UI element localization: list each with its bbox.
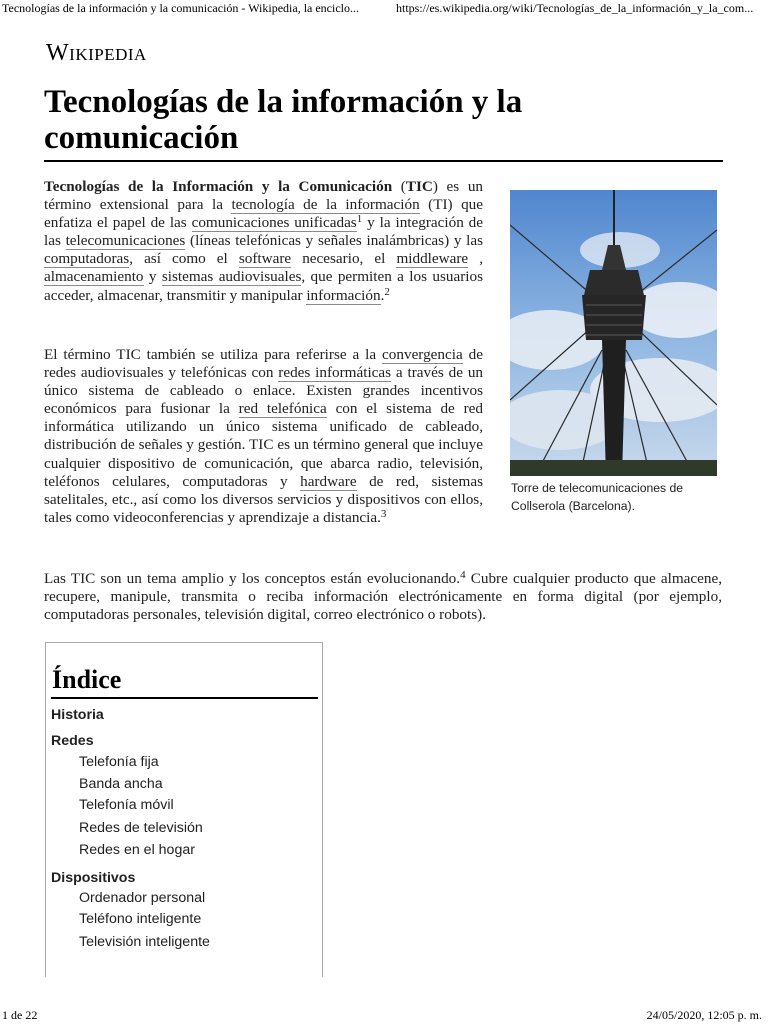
toc-item-historia[interactable]: Historia [51, 707, 104, 723]
text: (líneas telefónicas y señales inalámbricas) y las [185, 232, 483, 250]
text: El término TIC también se utiliza para referirse a la [44, 346, 383, 363]
text: y la integración de las [44, 214, 484, 250]
print-url: https://es.wikipedia.org/wiki/Tecnologías_de_la_información_y_la_com... [396, 1, 754, 15]
link-hardware[interactable]: hardware [300, 472, 357, 490]
link-telecomunicaciones[interactable]: telecomunicaciones [65, 232, 186, 250]
toc-subitem-redes-hogar[interactable]: Redes en el hogar [79, 842, 195, 858]
toc-subitem-telefono-inteligente[interactable]: Teléfono inteligente [79, 911, 202, 927]
collserola-tower-image[interactable] [510, 190, 717, 476]
text: ) [432, 178, 438, 195]
text: necesario, el [291, 250, 397, 268]
print-datetime: 24/05/2020, 12:05 p. m. [646, 1008, 762, 1022]
toc-item-dispositivos[interactable]: Dispositivos [51, 870, 136, 886]
text: con el sistema de red informática utilizando un único sistema unificado de cableado, distribución de señales y gestión. TIC es un término general que incluye cualquier dispositivo de comunicación, que abarca radio, televisión, teléfonos celulares, computadoras y [44, 400, 483, 490]
toc-subitem-redes-television[interactable]: Redes de televisión [79, 820, 203, 836]
link-redes-informaticas[interactable]: redes informáticas [278, 364, 392, 382]
text: y [143, 268, 162, 286]
toc-subitem-television-inteligente[interactable]: Televisión inteligente [79, 934, 210, 950]
text: Cubre cualquier producto que almacene, recupere, manipule, transmita o reciba información electrónicamente en forma digital (por ejemplo, computadoras personales, televisión digital, correo electrónico o robots). [44, 570, 722, 624]
text: Las TIC son un tema amplio y los conceptos están evolucionando. [44, 570, 461, 587]
text: (TI) que enfatiza el papel de las [44, 196, 484, 232]
intro-paragraph-3 [44, 570, 722, 624]
toc-subitem-banda-ancha[interactable]: Banda ancha [79, 776, 163, 792]
abbr-bold: TIC [405, 178, 433, 195]
text: ( [392, 178, 406, 195]
toc-subitem-telefonia-movil[interactable]: Telefonía móvil [79, 797, 174, 813]
text: de red, sistemas satelitales, etc., así como los diversos servicios y dispositivos con ellos, tales como videoconferencias y aprendizaje a distancia. [44, 472, 483, 526]
text: a través de un único sistema de cableado o enlace. Existen grandes incentivos económicos para fusionar la [44, 364, 484, 418]
table-of-contents [45, 642, 323, 977]
toc-title: Índice [52, 665, 122, 694]
reference-3[interactable]: 3 [380, 507, 387, 520]
link-comunicaciones-unificadas[interactable]: comunicaciones unificadas [191, 214, 357, 232]
title-divider [44, 160, 723, 162]
intro-paragraph-2 [44, 346, 483, 527]
link-software[interactable]: software [238, 250, 292, 268]
link-tecnologia-informacion[interactable]: tecnología de la información [231, 196, 420, 214]
link-red-telefonica[interactable]: red telefónica [238, 400, 327, 418]
text: es un término extensional para la [44, 178, 484, 214]
text: . [380, 286, 385, 304]
link-convergencia[interactable]: convergencia [382, 346, 463, 363]
reference-2[interactable]: 2 [384, 285, 390, 298]
page-title: Tecnologías de la información y la comunicación [44, 84, 523, 156]
text: , que permiten a los usuarios acceder, almacenar, transmitir y manipular [44, 268, 484, 304]
text: , así como el [129, 250, 239, 268]
toc-divider [51, 697, 318, 699]
page-number: 1 de 22 [2, 1008, 38, 1022]
wikipedia-logo[interactable]: Wikipedia [46, 40, 147, 66]
toc-item-redes[interactable]: Redes [51, 733, 94, 749]
text: de redes audiovisuales y telefónicas con [44, 346, 483, 382]
intro-paragraph-1 [44, 178, 483, 305]
link-middleware[interactable]: middleware [396, 250, 469, 268]
link-informacion[interactable]: información [306, 286, 381, 304]
link-almacenamiento[interactable]: almacenamiento [44, 268, 144, 286]
text: , [468, 250, 484, 268]
link-sistemas-audiovisuales[interactable]: sistemas audiovisuales [161, 268, 302, 286]
toc-subitem-ordenador-personal[interactable]: Ordenador personal [79, 890, 206, 906]
print-page-title: Tecnologías de la información y la comunicación - Wikipedia, la enciclo... [2, 1, 359, 15]
reference-4[interactable]: 4 [460, 569, 466, 581]
term-bold: Tecnologías de la Información y la Comunicación [44, 178, 393, 195]
reference-1[interactable]: 1 [356, 213, 363, 226]
image-caption: Torre de telecomunicaciones de Collserola (Barcelona). [511, 481, 684, 513]
toc-subitem-telefonia-fija[interactable]: Telefonía fija [79, 754, 159, 770]
link-computadoras[interactable]: computadoras [44, 250, 130, 268]
